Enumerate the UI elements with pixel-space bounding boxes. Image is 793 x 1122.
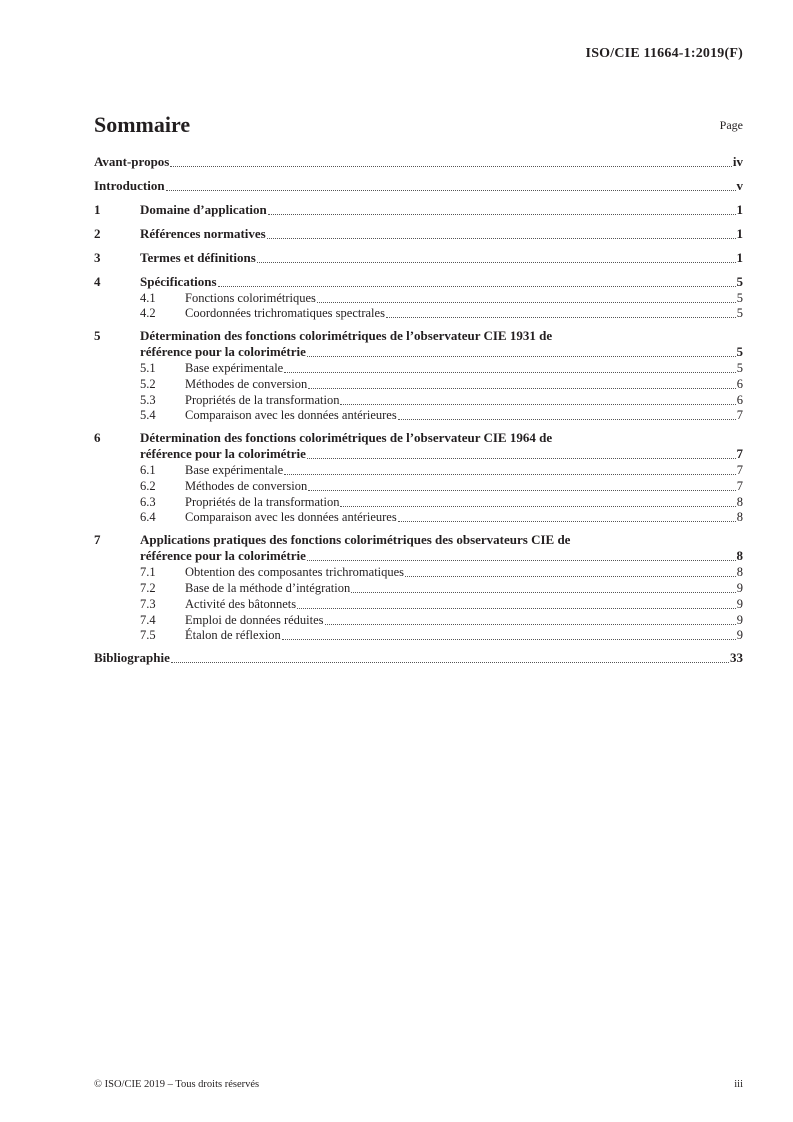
dot-leader — [170, 165, 732, 167]
toc-line — [185, 494, 743, 510]
toc-line — [185, 290, 743, 306]
dot-leader — [307, 355, 736, 357]
toc-line — [185, 407, 743, 423]
dot-leader — [257, 261, 736, 263]
toc-title: Obtention des composantes trichromatiques — [185, 565, 405, 579]
dot-leader — [351, 591, 736, 593]
toc-line — [185, 360, 743, 376]
toc-line — [140, 344, 743, 360]
dot-leader — [268, 213, 736, 215]
dot-leader — [386, 316, 736, 318]
dot-leader — [317, 301, 736, 303]
footer-page-number: iii — [734, 1079, 743, 1090]
toc-number: 7.2 — [140, 581, 156, 595]
toc-number: 5.2 — [140, 377, 156, 391]
toc-number: 6.2 — [140, 479, 156, 493]
toc-title: Propriétés de la transformation — [185, 495, 340, 509]
toc-number: 7.5 — [140, 628, 156, 642]
dot-leader — [308, 489, 736, 491]
page-column-label: Page — [719, 118, 743, 132]
dot-leader — [340, 403, 735, 405]
toc-number: 6.3 — [140, 495, 156, 509]
toc-page-number: 7 — [736, 446, 743, 461]
toc-title: Base de la méthode d’intégration — [185, 581, 351, 595]
toc-page-number: 9 — [736, 628, 743, 642]
toc-line — [185, 376, 743, 392]
toc-title: Emploi de données réduites — [185, 613, 324, 627]
toc-page-number: 8 — [736, 548, 743, 563]
toc-page-number: 7 — [736, 408, 743, 422]
toc-line — [185, 627, 743, 643]
toc-title: Base expérimentale — [185, 361, 284, 375]
toc-page-number: 6 — [736, 393, 743, 407]
toc-title: Étalon de réflexion — [185, 628, 281, 642]
toc-line — [185, 305, 743, 321]
dot-leader — [398, 418, 736, 420]
footer-copyright: © ISO/CIE 2019 – Tous droits réservés — [94, 1079, 260, 1090]
toc-page-number: 7 — [736, 463, 743, 477]
dot-leader — [171, 661, 729, 663]
toc-line — [185, 564, 743, 580]
dot-leader — [398, 520, 736, 522]
toc-title: Fonctions colorimétriques — [185, 291, 316, 305]
toc-page-number: 5 — [736, 291, 743, 305]
toc-title: Comparaison avec les données antérieures — [185, 510, 397, 524]
toc-page-number: 8 — [736, 565, 743, 579]
toc-line — [94, 178, 743, 194]
toc-number: 5.4 — [140, 408, 156, 422]
toc-number: 4 — [94, 274, 101, 289]
toc-line — [140, 274, 743, 290]
toc-page-number: 5 — [736, 361, 743, 375]
toc-number: 5 — [94, 328, 101, 343]
toc-line — [140, 548, 743, 564]
dot-leader — [405, 575, 736, 577]
dot-leader — [166, 189, 736, 191]
page-title: Sommaire — [94, 112, 191, 137]
toc-title: Propriétés de la transformation — [185, 393, 340, 407]
toc-number: 5.3 — [140, 393, 156, 407]
toc-title: référence pour la colorimétrie — [140, 344, 306, 359]
toc-number: 6.4 — [140, 510, 156, 524]
toc-title: Introduction — [94, 178, 165, 193]
toc-title: Activité des bâtonnets — [185, 597, 297, 611]
dot-leader — [325, 623, 736, 625]
toc-title: Méthodes de conversion — [185, 377, 308, 391]
toc-page-number: 9 — [736, 597, 743, 611]
toc-page-number: v — [736, 178, 743, 193]
toc-line — [185, 596, 743, 612]
dot-leader — [284, 371, 736, 373]
toc-line — [185, 612, 743, 628]
toc-line — [185, 392, 743, 408]
toc-line — [185, 462, 743, 478]
toc-title: Termes et définitions — [140, 250, 256, 265]
toc-title: Coordonnées trichromatiques spectrales — [185, 306, 385, 320]
toc-line — [94, 154, 743, 170]
toc-number: 4.1 — [140, 291, 156, 305]
toc-number: 7.1 — [140, 565, 156, 579]
toc-page-number: 5 — [736, 344, 743, 359]
toc-number: 4.2 — [140, 306, 156, 320]
dot-leader — [308, 387, 736, 389]
toc-line — [94, 650, 743, 666]
toc-line — [140, 446, 743, 462]
toc-line — [185, 478, 743, 494]
toc-number: 7.4 — [140, 613, 156, 627]
dot-leader — [282, 638, 736, 640]
toc-title: Bibliographie — [94, 650, 170, 665]
toc-title: Spécifications — [140, 274, 217, 289]
toc-page-number: 5 — [736, 274, 743, 289]
toc-page-number: 8 — [736, 495, 743, 509]
dot-leader — [307, 559, 736, 561]
dot-leader — [340, 505, 735, 507]
toc-page-number: 9 — [736, 613, 743, 627]
dot-leader — [267, 237, 736, 239]
toc-title: Avant-propos — [94, 154, 170, 169]
toc-number: 3 — [94, 250, 101, 265]
toc-page-number: 1 — [736, 202, 743, 217]
dot-leader — [307, 457, 736, 459]
dot-leader — [297, 607, 736, 609]
toc-title: Base expérimentale — [185, 463, 284, 477]
toc-line — [140, 250, 743, 266]
toc-page-number: 33 — [730, 650, 743, 665]
toc-page-number: 5 — [736, 306, 743, 320]
dot-leader — [218, 285, 736, 287]
toc-number: 6 — [94, 430, 101, 445]
toc-title: référence pour la colorimétrie — [140, 548, 306, 563]
toc-title: Comparaison avec les données antérieures — [185, 408, 397, 422]
toc-title: Domaine d’application — [140, 202, 267, 217]
toc-number: 1 — [94, 202, 101, 217]
document-reference: ISO/CIE 11664-1:2019(F) — [585, 46, 743, 61]
toc-title: Références normatives — [140, 226, 266, 241]
dot-leader — [284, 473, 736, 475]
toc-number: 6.1 — [140, 463, 156, 477]
toc-title: référence pour la colorimétrie — [140, 446, 306, 461]
toc-line — [185, 509, 743, 525]
toc-number: 7.3 — [140, 597, 156, 611]
toc-title-first-line: Applications pratiques des fonctions colorimétriques des observateurs CIE de — [140, 532, 571, 547]
toc-number: 5.1 — [140, 361, 156, 375]
toc-page-number: 9 — [736, 581, 743, 595]
toc-number: 2 — [94, 226, 101, 241]
toc-line — [185, 580, 743, 596]
toc-page-number: 6 — [736, 377, 743, 391]
toc-title-first-line: Détermination des fonctions colorimétriques de l’observateur CIE 1931 de — [140, 328, 553, 343]
toc-number: 7 — [94, 532, 101, 547]
toc-title: Méthodes de conversion — [185, 479, 308, 493]
toc-page-number: iv — [732, 154, 743, 169]
toc-page-number: 8 — [736, 510, 743, 524]
toc-line — [140, 202, 743, 218]
toc-page-number: 1 — [736, 226, 743, 241]
toc-line — [140, 226, 743, 242]
toc-page-number: 1 — [736, 250, 743, 265]
toc-page-number: 7 — [736, 479, 743, 493]
toc-title-first-line: Détermination des fonctions colorimétriques de l’observateur CIE 1964 de — [140, 430, 553, 445]
